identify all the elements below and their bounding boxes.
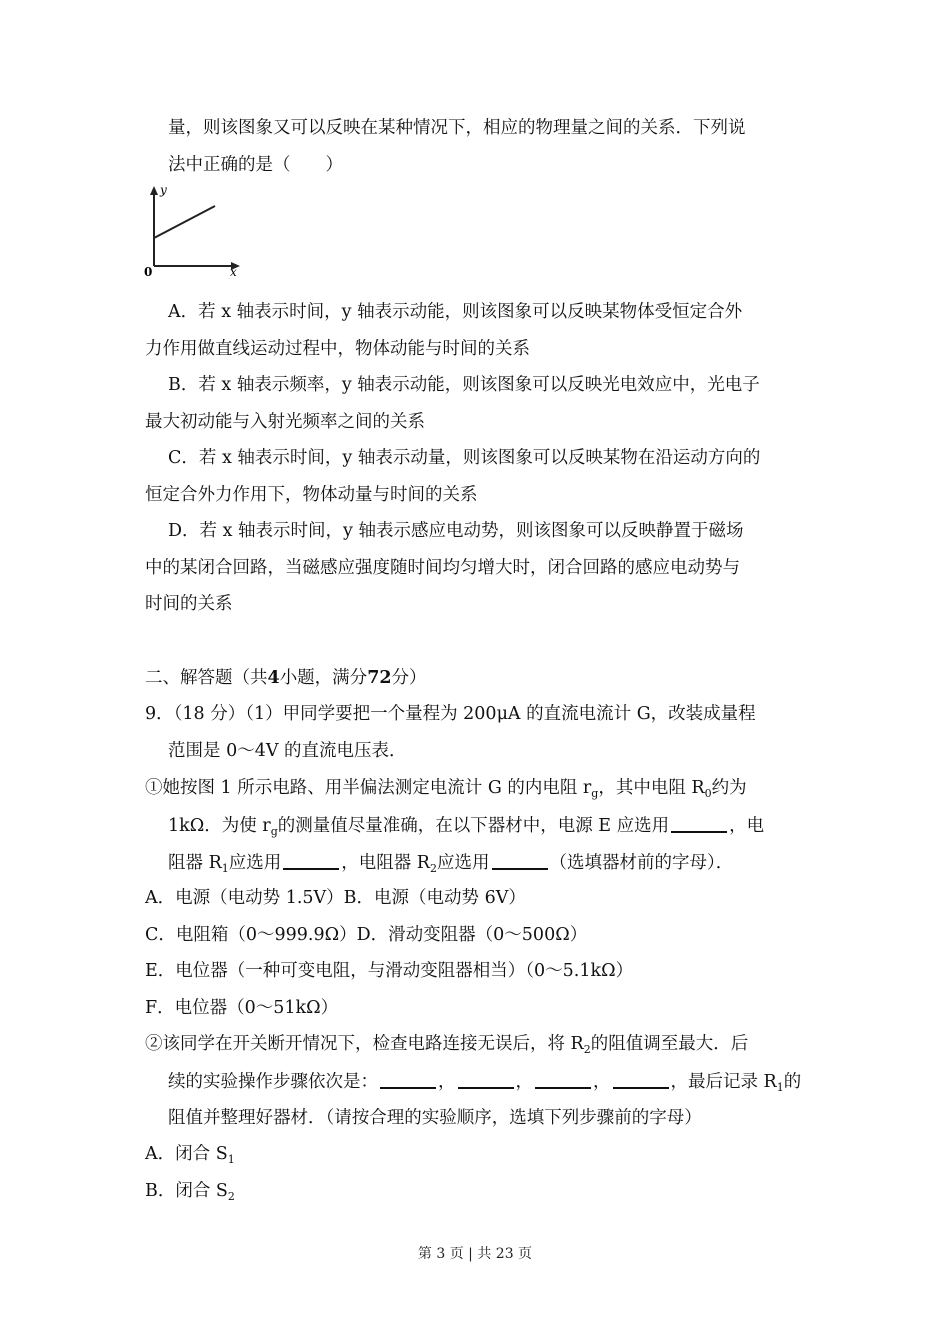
subscript: 2 [430, 862, 437, 875]
equipment-line-2: C．电阻箱（0～999.9Ω）D．滑动变阻器（0～500Ω） [145, 925, 588, 945]
q9-part2-line2 [168, 1069, 801, 1100]
separator: ， [515, 1072, 533, 1092]
text: ，最后记录 R [670, 1072, 777, 1092]
subscript: 2 [227, 1190, 235, 1203]
subscript: 1 [227, 1153, 235, 1166]
q8-option-c-line1: C．若 x 轴表示时间，y 轴表示动量，则该图象可以反映某物在沿运动方向的 [168, 448, 761, 468]
text: 阻器 R [168, 853, 222, 873]
q9-line2: 范围是 0～4V 的直流电压表． [168, 741, 407, 761]
text: 的阻值调至最大．后 [590, 1034, 749, 1054]
separator: ， [438, 1072, 456, 1092]
text: 的 [783, 1072, 802, 1092]
x-axis-label: x [230, 265, 237, 278]
answer-blank-step1[interactable] [380, 1069, 436, 1089]
q9-part1-line3 [168, 850, 733, 881]
text: ②该同学在开关断开情况下，检查电路连接无误后，将 R [145, 1034, 584, 1054]
text: 1kΩ．为使 r [168, 816, 271, 836]
text: 的测量值尽量准确，在以下器材中，电源 E 应选用 [277, 816, 670, 836]
answer-blank-e[interactable] [671, 813, 727, 833]
subscript: 0 [704, 787, 712, 800]
answer-blank-step4[interactable] [613, 1069, 669, 1089]
q8-option-a-line2: 力作用做直线运动过程中，物体动能与时间的关系 [145, 339, 530, 359]
text: ，电 [729, 816, 765, 836]
separator: ， [593, 1072, 611, 1092]
section-heading [145, 666, 427, 690]
q8-option-b-line1: B．若 x 轴表示频率，y 轴表示动能，则该图象可以反映光电效应中，光电子 [168, 375, 760, 395]
q8-option-c-line2: 恒定合外力作用下，物体动量与时间的关系 [145, 485, 478, 505]
equipment-line-3: E．电位器（一种可变电阻，与滑动变阻器相当）（0～5.1kΩ） [145, 961, 634, 981]
linear-graph-figure [140, 182, 250, 278]
section-total-score: 72 [367, 668, 392, 688]
q8-stem-line1: 量，则该图象又可以反映在某种情况下，相应的物理量之间的关系．下列说 [168, 118, 746, 138]
text: A．闭合 S [145, 1144, 228, 1164]
q8-stem-line2: 法中正确的是（ ） [168, 155, 343, 175]
answer-blank-r1[interactable] [283, 850, 339, 870]
section-question-count: 4 [267, 668, 280, 688]
q8-option-d-line1: D．若 x 轴表示时间，y 轴表示感应电动势，则该图象可以反映静置于磁场 [168, 521, 744, 541]
subscript: g [591, 787, 599, 800]
answer-blank-step2[interactable] [458, 1069, 514, 1089]
step-a [145, 1142, 235, 1172]
section-heading-suffix: 分） [391, 668, 427, 688]
text: 应选用 [228, 853, 282, 873]
subscript: 1 [776, 1081, 784, 1094]
q9-part1-line2 [168, 813, 764, 844]
text: B．闭合 S [145, 1181, 228, 1201]
step-b [145, 1179, 235, 1209]
text: ①她按图 1 所示电路、用半偏法测定电流计 G 的内电阻 r [145, 778, 592, 798]
answer-blank-step3[interactable] [535, 1069, 591, 1089]
answer-blank-r2[interactable] [492, 850, 548, 870]
equipment-line-1: A．电源（电动势 1.5V）B．电源（电动势 6V） [145, 888, 526, 908]
subscript: 1 [221, 862, 229, 875]
equipment-line-4: F．电位器（0～51kΩ） [145, 998, 339, 1018]
q9-line1: 9．（18 分）（1）甲同学要把一个量程为 200μA 的直流电流计 G，改装成量程 [145, 704, 756, 724]
q9-part1-line1 [145, 776, 747, 806]
text: ，电阻器 R [341, 853, 430, 873]
q8-option-b-line2: 最大初动能与入射光频率之间的关系 [145, 412, 425, 432]
text: 应选用 [437, 853, 490, 873]
q9-part2-line1 [145, 1032, 748, 1062]
section-heading-prefix: 二、解答题（共 [145, 668, 268, 688]
section-heading-mid: 小题，满分 [279, 668, 368, 688]
q9-part2-line3: 阻值并整理好器材．（请按合理的实验顺序，选填下列步骤前的字母） [168, 1108, 702, 1128]
page-footer: 第 3 页 | 共 23 页 [417, 1246, 533, 1262]
q8-option-d-line2: 中的某闭合回路，当磁感应强度随时间均匀增大时，闭合回路的感应电动势与 [145, 558, 740, 578]
text: 续的实验操作步骤依次是： [168, 1072, 378, 1092]
q8-option-d-line3: 时间的关系 [145, 594, 233, 614]
text: ，其中电阻 R [598, 778, 705, 798]
text: 约为 [711, 778, 747, 798]
origin-label: 0 [144, 265, 153, 278]
q8-option-a-line1: A．若 x 轴表示时间，y 轴表示动能，则该图象可以反映某物体受恒定合外 [168, 302, 743, 322]
subscript: 2 [583, 1043, 591, 1056]
y-axis-label: y [160, 183, 167, 197]
text: （选填器材前的字母）． [549, 853, 734, 873]
subscript: g [270, 825, 278, 838]
